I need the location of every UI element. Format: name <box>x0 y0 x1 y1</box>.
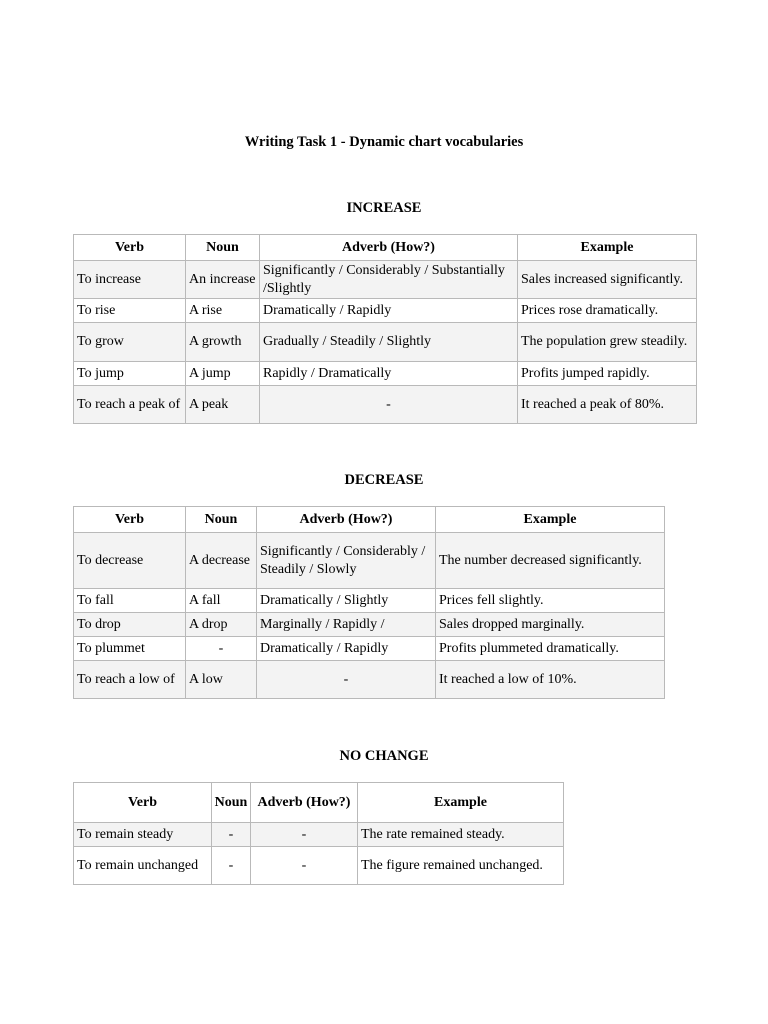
table-row <box>74 386 697 424</box>
example-cell: The figure remained unchanged. <box>358 847 564 885</box>
table-row <box>74 637 665 661</box>
example-cell: Prices rose dramatically. <box>518 299 697 323</box>
section-heading-increase: INCREASE <box>346 200 422 216</box>
adverb-cell: Rapidly / Dramatically <box>260 362 518 386</box>
column-header-example: Example <box>436 507 665 533</box>
example-cell: The number decreased significantly. <box>436 533 665 589</box>
verb-cell: To drop <box>74 613 186 637</box>
verb-cell: To fall <box>74 589 186 613</box>
adverb-cell: Dramatically / Rapidly <box>260 299 518 323</box>
column-header-example: Example <box>518 235 697 261</box>
noun-cell: A drop <box>186 613 257 637</box>
example-cell: Profits plummeted dramatically. <box>436 637 665 661</box>
section-heading-decrease: DECREASE <box>344 472 424 488</box>
example-cell: Sales increased significantly. <box>518 261 697 299</box>
example-cell: Sales dropped marginally. <box>436 613 665 637</box>
noun-cell: A growth <box>186 323 260 362</box>
example-cell: Prices fell slightly. <box>436 589 665 613</box>
column-header-noun: Noun <box>186 507 257 533</box>
noun-cell: An increase <box>186 261 260 299</box>
adverb-cell: Significantly / Considerably / Substantially /Slightly <box>260 261 518 299</box>
table-row <box>74 533 665 589</box>
verb-cell: To plummet <box>74 637 186 661</box>
adverb-cell: Dramatically / Rapidly <box>257 637 436 661</box>
noun-cell: A rise <box>186 299 260 323</box>
table-row <box>74 613 665 637</box>
verb-cell: To reach a low of <box>74 661 186 699</box>
no-change-table <box>73 782 564 885</box>
verb-cell: To grow <box>74 323 186 362</box>
increase-table <box>73 234 697 424</box>
verb-cell: To increase <box>74 261 186 299</box>
column-header-adverb: Adverb (How?) <box>260 235 518 261</box>
adverb-cell: - <box>251 847 358 885</box>
adverb-cell: - <box>251 823 358 847</box>
adverb-cell: Dramatically / Slightly <box>257 589 436 613</box>
table-row <box>74 847 564 885</box>
table-row <box>74 823 564 847</box>
adverb-cell: - <box>257 661 436 699</box>
verb-cell: To rise <box>74 299 186 323</box>
column-header-noun: Noun <box>212 783 251 823</box>
column-header-noun: Noun <box>186 235 260 261</box>
section-heading-no-change: NO CHANGE <box>339 748 429 764</box>
noun-cell: A peak <box>186 386 260 424</box>
column-header-adverb: Adverb (How?) <box>257 507 436 533</box>
noun-cell: A jump <box>186 362 260 386</box>
adverb-cell: Marginally / Rapidly / <box>257 613 436 637</box>
verb-cell: To reach a peak of <box>74 386 186 424</box>
column-header-verb: Verb <box>74 783 212 823</box>
column-header-adverb: Adverb (How?) <box>251 783 358 823</box>
column-header-verb: Verb <box>74 235 186 261</box>
example-cell: It reached a peak of 80%. <box>518 386 697 424</box>
example-cell: The rate remained steady. <box>358 823 564 847</box>
noun-cell: - <box>186 637 257 661</box>
noun-cell: - <box>212 847 251 885</box>
example-cell: Profits jumped rapidly. <box>518 362 697 386</box>
noun-cell: A fall <box>186 589 257 613</box>
adverb-cell: Significantly / Considerably / Steadily / Slowly <box>257 533 436 589</box>
table-row <box>74 261 697 299</box>
table-row <box>74 661 665 699</box>
example-cell: The population grew steadily. <box>518 323 697 362</box>
table-row <box>74 299 697 323</box>
verb-cell: To jump <box>74 362 186 386</box>
table-row <box>74 362 697 386</box>
noun-cell: A low <box>186 661 257 699</box>
noun-cell: A decrease <box>186 533 257 589</box>
column-header-example: Example <box>358 783 564 823</box>
column-header-verb: Verb <box>74 507 186 533</box>
example-cell: It reached a low of 10%. <box>436 661 665 699</box>
table-row <box>74 589 665 613</box>
table-row <box>74 323 697 362</box>
verb-cell: To remain unchanged <box>74 847 212 885</box>
document-title: Writing Task 1 - Dynamic chart vocabularies <box>244 134 524 150</box>
noun-cell: - <box>212 823 251 847</box>
decrease-table <box>73 506 665 699</box>
adverb-cell: Gradually / Steadily / Slightly <box>260 323 518 362</box>
adverb-cell: - <box>260 386 518 424</box>
verb-cell: To remain steady <box>74 823 212 847</box>
verb-cell: To decrease <box>74 533 186 589</box>
